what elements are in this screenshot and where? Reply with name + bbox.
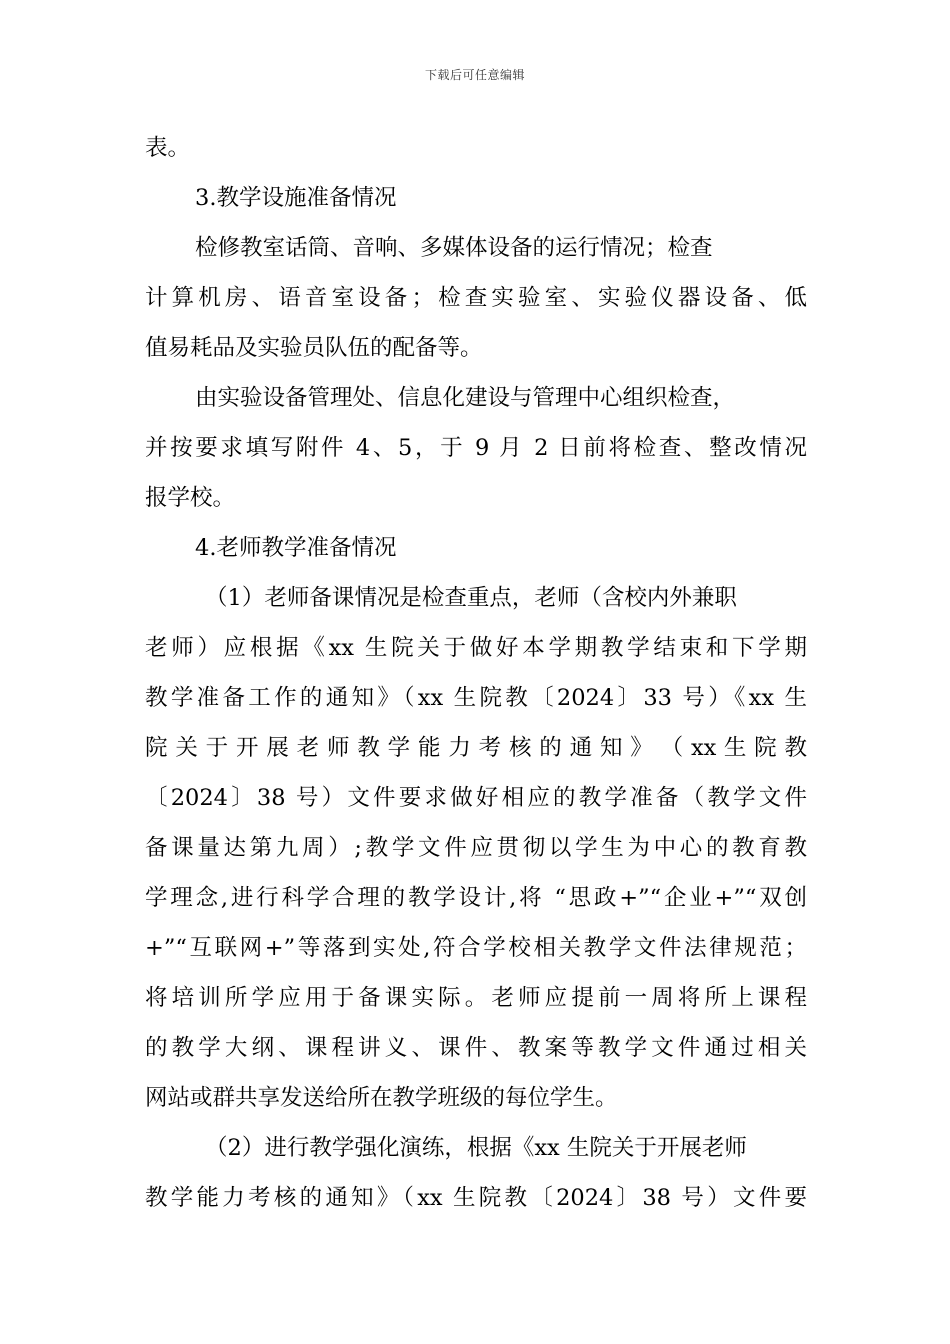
text-line: （2）进行教学强化演练，根据《xx 生院关于开展老师 bbox=[205, 1135, 747, 1161]
text-line: 的教学大纲、课程讲义、课件、教案等教学文件通过相关 bbox=[145, 1035, 807, 1061]
text-line: 教学准备工作的通知》（xx 生院教〔2024〕33 号）《xx 生 bbox=[145, 685, 807, 711]
document-body bbox=[145, 126, 807, 1226]
text-line: 院 关 于 开 展 老 师 教 学 能 力 考 核 的 通 知 》 （ xx 生 院 教 bbox=[145, 735, 807, 761]
text-line: 并按要求填写附件 4、5，于 9 月 2 日前将检查、整改情况 bbox=[145, 435, 807, 461]
page-header: 下载后可任意编辑 bbox=[424, 68, 525, 82]
text-line: 表。 bbox=[145, 135, 191, 161]
section-heading: 3.教学设施准备情况 bbox=[195, 185, 397, 211]
text-line: 计算机房、语音室设备；检查实验室、实验仪器设备、低 bbox=[145, 285, 807, 311]
text-line: 老师）应根据《xx 生院关于做好本学期教学结束和下学期 bbox=[145, 635, 807, 661]
text-line: 〔2024〕38 号）文件要求做好相应的教学准备（教学文件 bbox=[145, 785, 807, 811]
text-line: 报学校。 bbox=[145, 485, 236, 511]
text-line: 备课量达第九周）;教学文件应贯彻以学生为中心的教育教 bbox=[145, 835, 807, 861]
text-line: 由实验设备管理处、信息化建设与管理中心组织检查， bbox=[195, 385, 736, 411]
text-line: 教学能力考核的通知》（xx 生院教〔2024〕38 号）文件要 bbox=[145, 1185, 807, 1211]
text-line: 检修教室话筒、音响、多媒体设备的运行情况；检查 bbox=[195, 235, 713, 261]
text-line: 学理念,进行科学合理的教学设计,将 “思政+”“企业+”“双创 bbox=[145, 885, 807, 911]
text-line: 将培训所学应用于备课实际。老师应提前一周将所上课程 bbox=[145, 985, 807, 1011]
text-line: +”“互联网+”等落到实处,符合学校相关教学文件法律规范； bbox=[145, 935, 807, 961]
text-line: 值易耗品及实验员队伍的配备等。 bbox=[145, 335, 483, 361]
text-line: 网站或群共享发送给所在教学班级的每位学生。 bbox=[145, 1085, 618, 1111]
section-heading: 4.老师教学准备情况 bbox=[195, 535, 397, 561]
text-line: （1）老师备课情况是检查重点，老师（含校内外兼职 bbox=[205, 585, 737, 611]
